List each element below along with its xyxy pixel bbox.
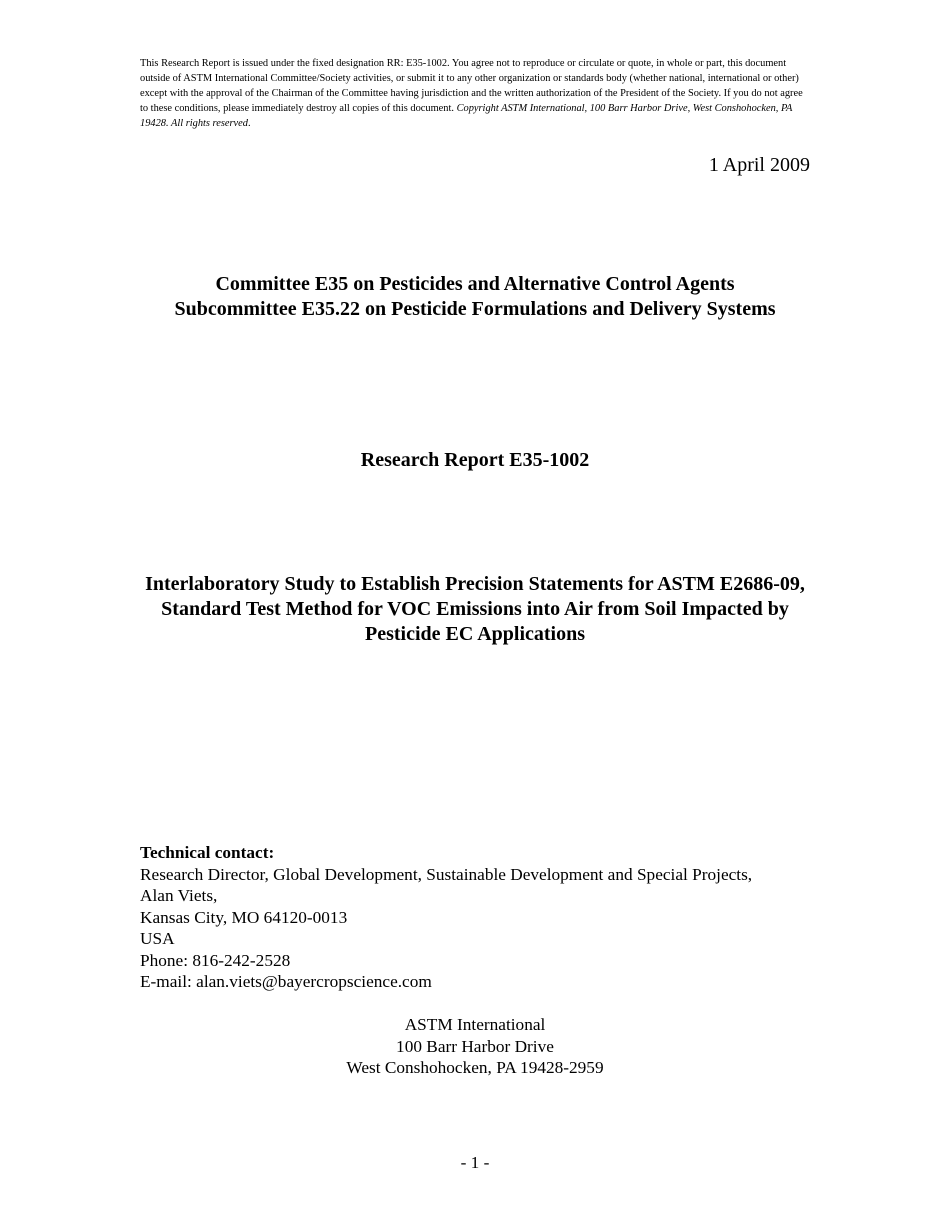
notice-text: This Research Report is issued under the fixed designation RR: E35-1002. You agree not to reproduce or circulate or quote, in whole or part, this document outside of ASTM International Committee/Society activities, or submit it to any other organization or standards body (whether national, international or other) except with the approval of the Chairman of the Committee having jurisdiction and the written authorization of the President of the Society. If you do not agree to these conditions, please immediately destroy all copies of this document.	[140, 58, 803, 114]
notice-period: .	[247, 118, 251, 129]
report-number: Research Report E35-1002	[360, 449, 590, 471]
contact-line: USA	[140, 929, 175, 948]
address-line: ASTM International	[404, 1015, 546, 1034]
astm-address	[0, 1014, 950, 1079]
contact-label: Technical contact:	[140, 843, 275, 862]
committee-name: Committee E35 on Pesticides and Alternative Control Agents	[215, 273, 735, 295]
address-line: West Conshohocken, PA 19428-2959	[346, 1058, 604, 1077]
contact-phone: Phone: 816-242-2528	[140, 950, 291, 970]
technical-contact	[140, 842, 830, 993]
page-number: - 1 -	[460, 1153, 490, 1172]
committee-heading	[0, 272, 950, 322]
report-date: 1 April 2009	[708, 154, 810, 176]
subcommittee-name: Subcommittee E35.22 on Pesticide Formulations and Delivery Systems	[174, 298, 776, 320]
study-title: Interlaboratory Study to Establish Precision Statements for ASTM E2686-09, Standard Test Method for VOC Emissions into Air from Soil Impacted by Pesticide EC Applications	[145, 573, 805, 645]
contact-line: Alan Viets,	[140, 886, 218, 905]
copyright-notice	[140, 56, 812, 131]
contact-line: Research Director, Global Development, Sustainable Development and Special Projects,	[140, 864, 753, 884]
contact-line: Kansas City, MO 64120-0013	[140, 907, 348, 927]
contact-email: E-mail: alan.viets@bayercropscience.com	[140, 972, 432, 991]
copyright-line: Copyright ASTM International, 100 Barr Harbor Drive, West Conshohocken, PA 19428. All rights reserved	[140, 103, 793, 129]
address-line: 100 Barr Harbor Drive	[396, 1036, 554, 1056]
